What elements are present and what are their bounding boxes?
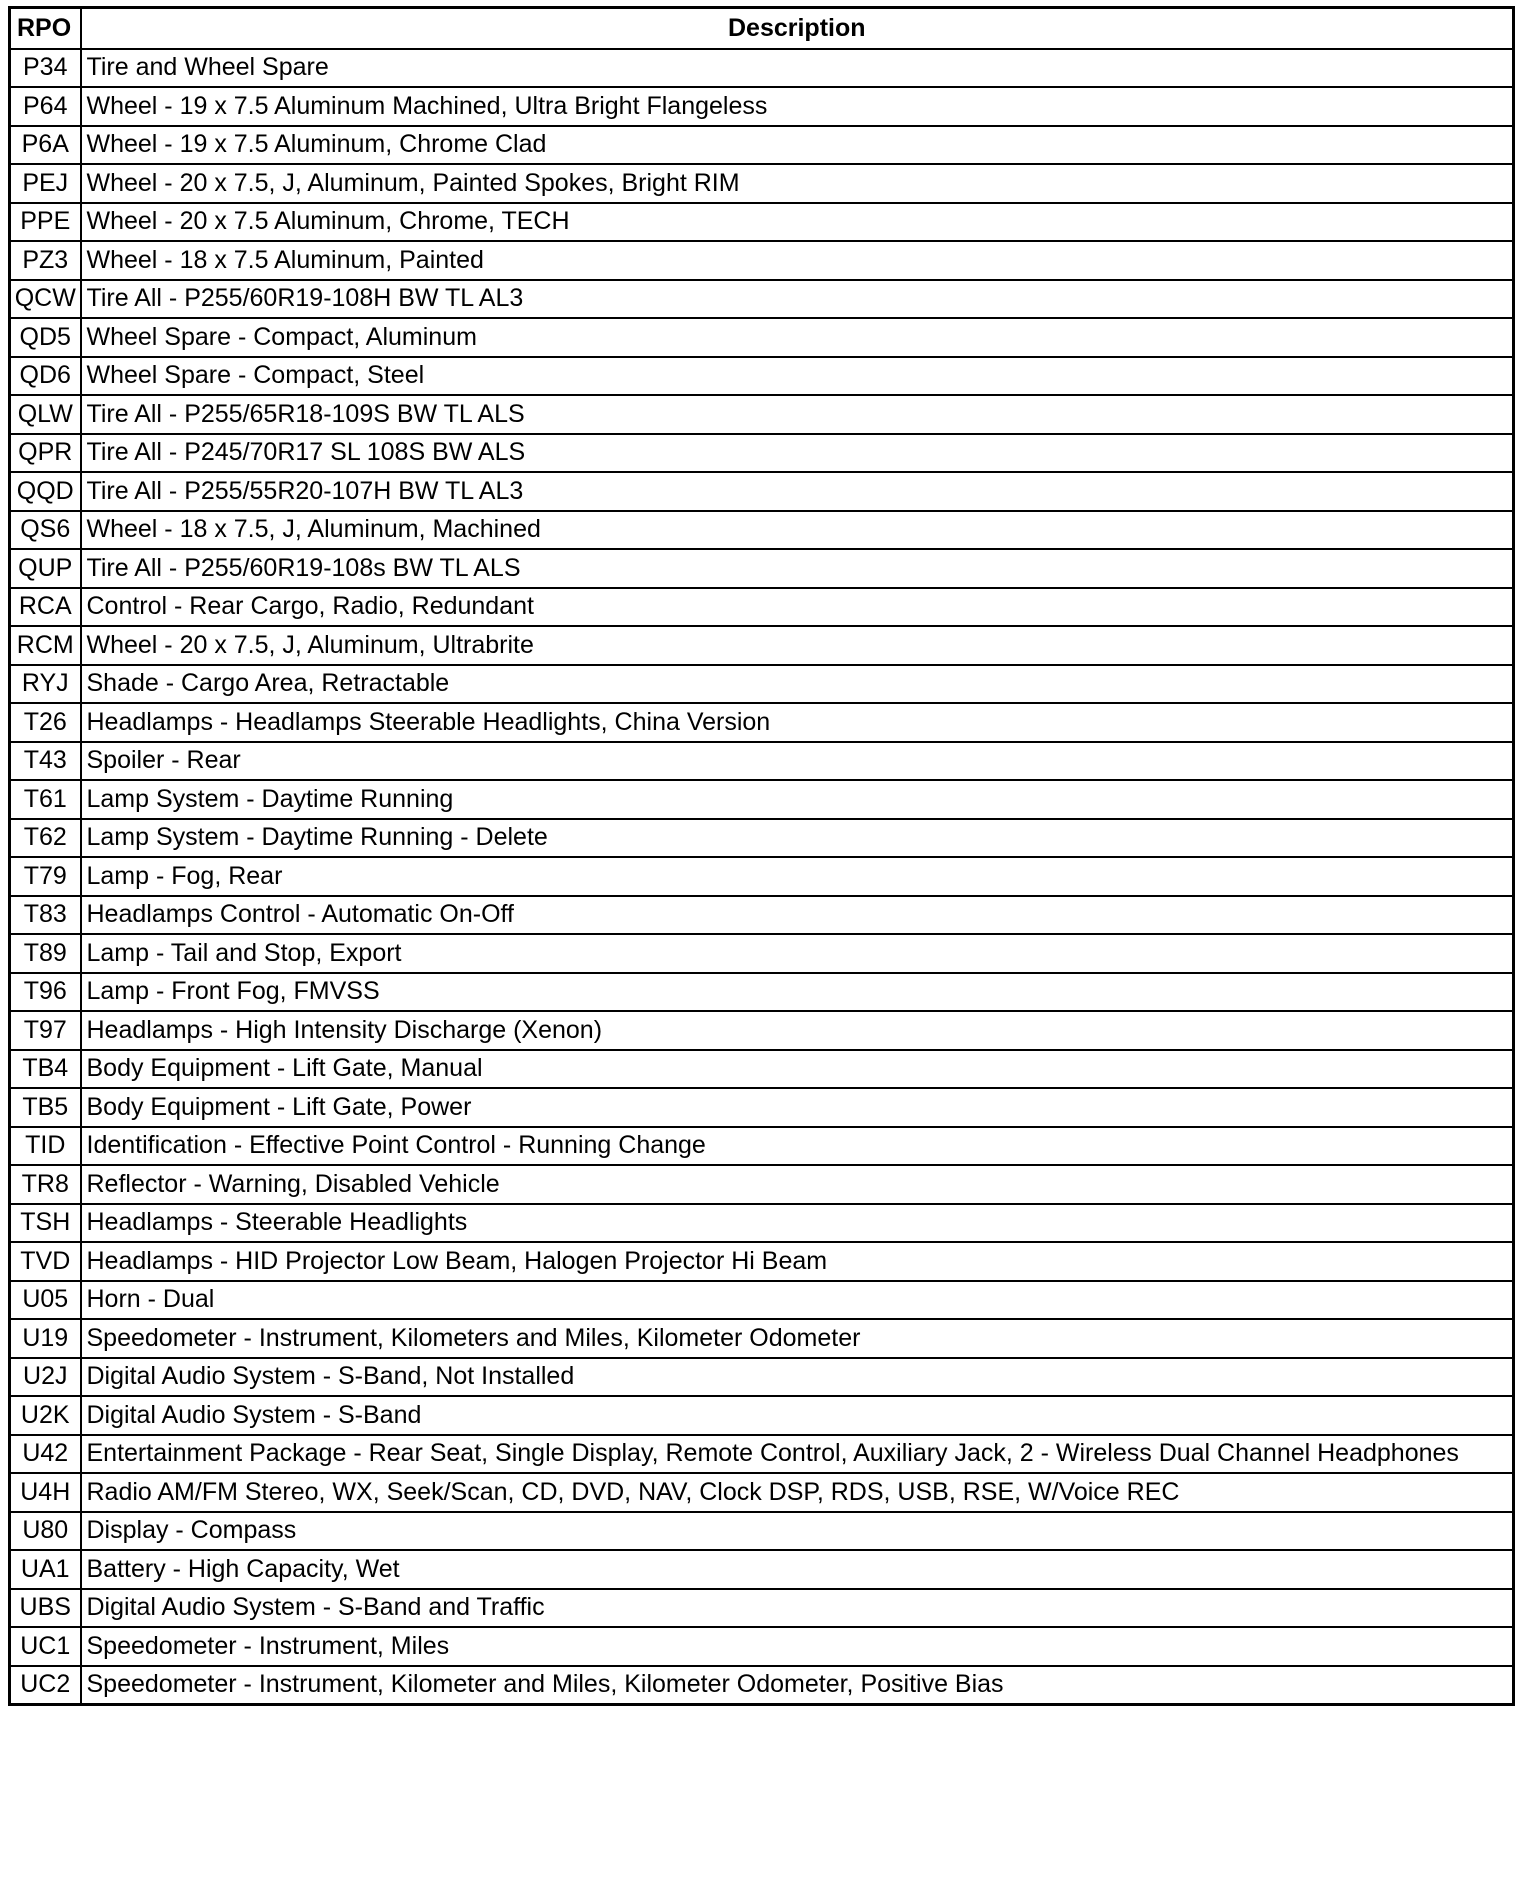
rpo-code-cell: QPR (10, 434, 81, 473)
table-row (10, 1319, 1514, 1358)
rpo-code-cell: T26 (10, 703, 81, 742)
table-row (10, 1088, 1514, 1127)
table-row (10, 357, 1514, 396)
description-cell: Wheel - 19 x 7.5 Aluminum, Chrome Clad (81, 126, 1514, 165)
table-row (10, 1358, 1514, 1397)
table-row (10, 241, 1514, 280)
table-row (10, 1435, 1514, 1474)
rpo-code-cell: P64 (10, 87, 81, 126)
table-row (10, 395, 1514, 434)
description-cell: Lamp System - Daytime Running - Delete (81, 819, 1514, 858)
table-body (10, 49, 1514, 1705)
description-cell: Wheel Spare - Compact, Aluminum (81, 318, 1514, 357)
description-cell: Headlamps - Steerable Headlights (81, 1204, 1514, 1243)
rpo-code-cell: QD5 (10, 318, 81, 357)
table-row (10, 1589, 1514, 1628)
description-cell: Digital Audio System - S-Band and Traffic (81, 1589, 1514, 1628)
description-cell: Digital Audio System - S-Band (81, 1396, 1514, 1435)
rpo-code-cell: P6A (10, 126, 81, 165)
description-cell: Tire All - P255/55R20-107H BW TL AL3 (81, 472, 1514, 511)
table-header-row (10, 8, 1514, 49)
table-row (10, 1127, 1514, 1166)
table-row (10, 126, 1514, 165)
description-cell: Speedometer - Instrument, Kilometer and Miles, Kilometer Odometer, Positive Bias (81, 1666, 1514, 1705)
rpo-code-cell: T89 (10, 934, 81, 973)
rpo-code-cell: RCA (10, 588, 81, 627)
table-row (10, 164, 1514, 203)
rpo-code-cell: UC2 (10, 1666, 81, 1705)
column-header-description: Description (81, 8, 1514, 49)
table-row (10, 1281, 1514, 1320)
table-row (10, 780, 1514, 819)
rpo-code-table (8, 6, 1515, 1706)
rpo-code-cell: RYJ (10, 665, 81, 704)
description-cell: Wheel - 20 x 7.5, J, Aluminum, Ultrabrite (81, 626, 1514, 665)
table-row (10, 549, 1514, 588)
table-row (10, 511, 1514, 550)
table-row (10, 973, 1514, 1012)
description-cell: Headlamps - Headlamps Steerable Headlights, China Version (81, 703, 1514, 742)
description-cell: Wheel - 19 x 7.5 Aluminum Machined, Ultra Bright Flangeless (81, 87, 1514, 126)
description-cell: Speedometer - Instrument, Kilometers and Miles, Kilometer Odometer (81, 1319, 1514, 1358)
rpo-code-cell: UA1 (10, 1550, 81, 1589)
rpo-code-cell: U80 (10, 1512, 81, 1551)
rpo-code-cell: U2J (10, 1358, 81, 1397)
description-cell: Headlamps Control - Automatic On-Off (81, 896, 1514, 935)
table-row (10, 1242, 1514, 1281)
description-cell: Wheel - 20 x 7.5 Aluminum, Chrome, TECH (81, 203, 1514, 242)
description-cell: Battery - High Capacity, Wet (81, 1550, 1514, 1589)
description-cell: Wheel Spare - Compact, Steel (81, 357, 1514, 396)
description-cell: Tire and Wheel Spare (81, 49, 1514, 88)
description-cell: Wheel - 18 x 7.5, J, Aluminum, Machined (81, 511, 1514, 550)
table-row (10, 434, 1514, 473)
description-cell: Digital Audio System - S-Band, Not Installed (81, 1358, 1514, 1397)
rpo-code-cell: T96 (10, 973, 81, 1012)
description-cell: Spoiler - Rear (81, 742, 1514, 781)
table-row (10, 1396, 1514, 1435)
table-row (10, 588, 1514, 627)
table-row (10, 1473, 1514, 1512)
rpo-code-cell: P34 (10, 49, 81, 88)
table-row (10, 472, 1514, 511)
table-row (10, 742, 1514, 781)
rpo-code-cell: QQD (10, 472, 81, 511)
description-cell: Shade - Cargo Area, Retractable (81, 665, 1514, 704)
rpo-code-cell: QCW (10, 280, 81, 319)
table-row (10, 896, 1514, 935)
rpo-code-cell: RCM (10, 626, 81, 665)
table-row (10, 1627, 1514, 1666)
description-cell: Tire All - P255/65R18-109S BW TL ALS (81, 395, 1514, 434)
rpo-table-container (8, 6, 1512, 1706)
table-row (10, 280, 1514, 319)
table-row (10, 1204, 1514, 1243)
rpo-code-cell: T97 (10, 1011, 81, 1050)
rpo-code-cell: U2K (10, 1396, 81, 1435)
description-cell: Body Equipment - Lift Gate, Power (81, 1088, 1514, 1127)
description-cell: Control - Rear Cargo, Radio, Redundant (81, 588, 1514, 627)
rpo-code-cell: QS6 (10, 511, 81, 550)
table-row (10, 857, 1514, 896)
description-cell: Radio AM/FM Stereo, WX, Seek/Scan, CD, DVD, NAV, Clock DSP, RDS, USB, RSE, W/Voice REC (81, 1473, 1514, 1512)
table-row (10, 703, 1514, 742)
table-row (10, 1011, 1514, 1050)
description-cell: Tire All - P255/60R19-108s BW TL ALS (81, 549, 1514, 588)
rpo-code-cell: PEJ (10, 164, 81, 203)
rpo-code-cell: TB4 (10, 1050, 81, 1089)
rpo-code-cell: T79 (10, 857, 81, 896)
rpo-code-cell: TB5 (10, 1088, 81, 1127)
description-cell: Horn - Dual (81, 1281, 1514, 1320)
rpo-code-cell: QUP (10, 549, 81, 588)
rpo-code-cell: TID (10, 1127, 81, 1166)
table-row (10, 203, 1514, 242)
description-cell: Lamp - Fog, Rear (81, 857, 1514, 896)
table-row (10, 819, 1514, 858)
rpo-code-cell: T61 (10, 780, 81, 819)
description-cell: Headlamps - HID Projector Low Beam, Halogen Projector Hi Beam (81, 1242, 1514, 1281)
rpo-code-cell: U05 (10, 1281, 81, 1320)
description-cell: Display - Compass (81, 1512, 1514, 1551)
rpo-code-cell: QD6 (10, 357, 81, 396)
table-row (10, 49, 1514, 88)
rpo-code-cell: TSH (10, 1204, 81, 1243)
description-cell: Tire All - P245/70R17 SL 108S BW ALS (81, 434, 1514, 473)
rpo-code-cell: T83 (10, 896, 81, 935)
table-row (10, 665, 1514, 704)
description-cell: Tire All - P255/60R19-108H BW TL AL3 (81, 280, 1514, 319)
description-cell: Lamp - Tail and Stop, Export (81, 934, 1514, 973)
description-cell: Entertainment Package - Rear Seat, Single Display, Remote Control, Auxiliary Jack, 2 - Wireless Dual Channel Headphones (81, 1435, 1514, 1474)
table-row (10, 1050, 1514, 1089)
rpo-code-cell: UBS (10, 1589, 81, 1628)
description-cell: Wheel - 18 x 7.5 Aluminum, Painted (81, 241, 1514, 280)
rpo-code-cell: TR8 (10, 1165, 81, 1204)
description-cell: Headlamps - High Intensity Discharge (Xenon) (81, 1011, 1514, 1050)
table-row (10, 1512, 1514, 1551)
description-cell: Body Equipment - Lift Gate, Manual (81, 1050, 1514, 1089)
rpo-code-cell: U4H (10, 1473, 81, 1512)
description-cell: Speedometer - Instrument, Miles (81, 1627, 1514, 1666)
description-cell: Wheel - 20 x 7.5, J, Aluminum, Painted Spokes, Bright RIM (81, 164, 1514, 203)
rpo-code-cell: PPE (10, 203, 81, 242)
table-row (10, 318, 1514, 357)
rpo-code-cell: T62 (10, 819, 81, 858)
rpo-code-cell: UC1 (10, 1627, 81, 1666)
table-row (10, 626, 1514, 665)
table-row (10, 87, 1514, 126)
description-cell: Lamp - Front Fog, FMVSS (81, 973, 1514, 1012)
table-row (10, 1165, 1514, 1204)
rpo-code-cell: PZ3 (10, 241, 81, 280)
rpo-code-cell: U19 (10, 1319, 81, 1358)
table-row (10, 1666, 1514, 1705)
rpo-code-cell: T43 (10, 742, 81, 781)
rpo-code-cell: U42 (10, 1435, 81, 1474)
rpo-code-cell: TVD (10, 1242, 81, 1281)
description-cell: Lamp System - Daytime Running (81, 780, 1514, 819)
table-row (10, 1550, 1514, 1589)
description-cell: Reflector - Warning, Disabled Vehicle (81, 1165, 1514, 1204)
table-row (10, 934, 1514, 973)
rpo-code-cell: QLW (10, 395, 81, 434)
column-header-rpo: RPO (10, 8, 81, 49)
description-cell: Identification - Effective Point Control - Running Change (81, 1127, 1514, 1166)
